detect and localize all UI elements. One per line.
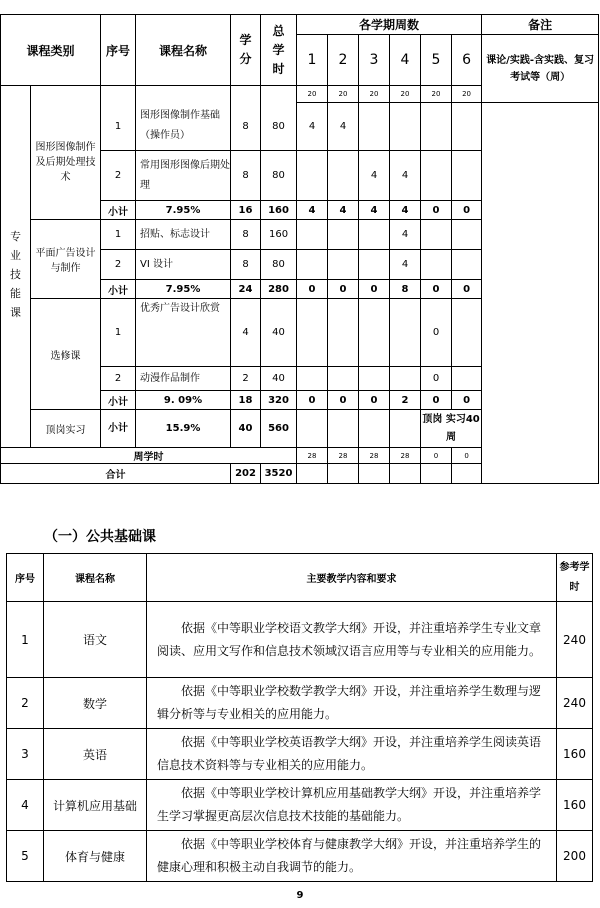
header-course-name: 课程名称	[44, 554, 147, 602]
course-content: 依据《中等职业学校语文教学大纲》开设，并注重培养学生专业文章阅读、应用文写作和信息技术领域汉语言应用等与专业相关的应用能力。	[147, 602, 557, 678]
semester-5: 5	[421, 35, 452, 86]
row-sem	[328, 299, 359, 367]
subtotal-sem: 4	[359, 201, 390, 220]
row-sem	[328, 220, 359, 250]
row-course-name: 动漫作品制作	[136, 367, 231, 391]
course-content: 依据《中等职业学校计算机应用基础教学大纲》开设，并注重培养学生学习掌握更高层次信息技术技能的基础能力。	[147, 780, 557, 831]
row-sem	[328, 250, 359, 280]
weekly-hours-label: 周学时	[1, 448, 297, 464]
course-hours: 240	[557, 678, 593, 729]
course-content: 依据《中等职业学校英语教学大纲》开设，并注重培养学生阅读英语信息技术资料等与专业相关的应用能力。	[147, 729, 557, 780]
header-credit: 学分	[231, 15, 261, 86]
weeks-1: 20	[297, 86, 328, 103]
subtotal-credit: 18	[231, 391, 261, 410]
course-hours: 200	[557, 831, 593, 882]
internship-hours: 560	[261, 410, 297, 448]
row-sem: 4	[297, 103, 328, 151]
internship-label: 小计	[101, 410, 136, 448]
group-name: 图形图像制作及后期处理技术	[31, 103, 101, 220]
weeks-2: 20	[328, 86, 359, 103]
row-sem	[297, 151, 328, 201]
row-sem	[421, 220, 452, 250]
row-hours: 80	[261, 103, 297, 151]
internship-name: 顶岗实习	[31, 410, 101, 448]
row-sem	[421, 250, 452, 280]
course-seq: 2	[7, 678, 44, 729]
internship-note: 顶岗 实习40周	[421, 410, 482, 448]
row-hours: 160	[261, 220, 297, 250]
subtotal-sem: 4	[297, 201, 328, 220]
header-ref-hours: 参考学时	[557, 554, 593, 602]
subtotal-sem: 0	[452, 280, 482, 299]
row-course-name: 图形图像制作基础（操作员）	[136, 103, 231, 151]
main-category: 专业技能课	[1, 103, 31, 448]
row-course-name: 常用图形图像后期处理	[136, 151, 231, 201]
remark-sub: 课论/实践-含实践、复习考试等（周）	[482, 35, 599, 103]
row-sem	[452, 103, 482, 151]
course-name: 英语	[44, 729, 147, 780]
row-sem	[452, 250, 482, 280]
subtotal-hours: 280	[261, 280, 297, 299]
semester-2: 2	[328, 35, 359, 86]
row-sem	[359, 299, 390, 367]
group-name: 选修课	[31, 299, 101, 410]
course-hours: 240	[557, 602, 593, 678]
row-sem	[390, 299, 421, 367]
course-name: 语文	[44, 602, 147, 678]
row-sem	[328, 367, 359, 391]
row-hours: 80	[261, 151, 297, 201]
subtotal-label: 小计	[101, 201, 136, 220]
course-seq: 1	[7, 602, 44, 678]
row-sem	[359, 367, 390, 391]
course-seq: 3	[7, 729, 44, 780]
row-credit: 4	[231, 299, 261, 367]
public-courses-table	[6, 553, 593, 882]
row-hours: 40	[261, 367, 297, 391]
weeks-4: 20	[390, 86, 421, 103]
course-hours: 160	[557, 780, 593, 831]
subtotal-pct: 7.95%	[136, 201, 231, 220]
header-semesters: 各学期周数	[297, 15, 482, 35]
row-sem: 4	[390, 220, 421, 250]
row-credit: 8	[231, 151, 261, 201]
row-sem	[452, 220, 482, 250]
semester-3: 3	[359, 35, 390, 86]
row-sem: 4	[390, 250, 421, 280]
subtotal-hours: 160	[261, 201, 297, 220]
weeks-6: 20	[452, 86, 482, 103]
header-seq: 序号	[101, 15, 136, 86]
remark-column	[482, 103, 599, 484]
row-sem	[359, 220, 390, 250]
row-seq: 2	[101, 367, 136, 391]
subtotal-sem: 0	[359, 391, 390, 410]
row-hours: 40	[261, 299, 297, 367]
course-seq: 4	[7, 780, 44, 831]
row-sem: 4	[328, 103, 359, 151]
row-credit: 8	[231, 220, 261, 250]
internship-credit: 40	[231, 410, 261, 448]
course-hours: 160	[557, 729, 593, 780]
header-category: 课程类别	[1, 15, 101, 86]
weekly-sem: 0	[452, 448, 482, 464]
subtotal-hours: 320	[261, 391, 297, 410]
weekly-sem: 0	[421, 448, 452, 464]
weekly-sem: 28	[390, 448, 421, 464]
subtotal-sem: 0	[328, 280, 359, 299]
header-seq: 序号	[7, 554, 44, 602]
total-hours: 3520	[261, 464, 297, 484]
row-course-name: 优秀广告设计欣赏	[136, 299, 231, 367]
subtotal-sem: 0	[328, 391, 359, 410]
row-sem	[297, 220, 328, 250]
row-sem: 0	[421, 367, 452, 391]
semester-6: 6	[452, 35, 482, 86]
row-course-name: 招贴、标志设计	[136, 220, 231, 250]
subtotal-sem: 0	[421, 280, 452, 299]
weekly-sem: 28	[297, 448, 328, 464]
row-sem	[297, 367, 328, 391]
course-name: 数学	[44, 678, 147, 729]
subtotal-credit: 24	[231, 280, 261, 299]
course-name: 计算机应用基础	[44, 780, 147, 831]
subtotal-pct: 9. 09%	[136, 391, 231, 410]
weekly-sem: 28	[328, 448, 359, 464]
row-sem	[421, 103, 452, 151]
subtotal-sem: 0	[421, 391, 452, 410]
subtotal-sem: 0	[297, 391, 328, 410]
subtotal-label: 小计	[101, 391, 136, 410]
row-credit: 8	[231, 103, 261, 151]
row-seq: 1	[101, 103, 136, 151]
row-seq: 2	[101, 151, 136, 201]
row-sem	[297, 299, 328, 367]
course-content: 依据《中等职业学校体育与健康教学大纲》开设，并注重培养学生的健康心理和积极主动自我调节的能力。	[147, 831, 557, 882]
subtotal-pct: 7.95%	[136, 280, 231, 299]
subtotal-credit: 16	[231, 201, 261, 220]
row-sem	[452, 367, 482, 391]
section-title: （一）公共基础课	[44, 529, 156, 545]
row-sem	[421, 151, 452, 201]
semester-1: 1	[297, 35, 328, 86]
subtotal-sem: 0	[297, 280, 328, 299]
row-hours: 80	[261, 250, 297, 280]
header-name: 课程名称	[136, 15, 231, 86]
row-sem	[359, 103, 390, 151]
row-sem	[297, 250, 328, 280]
subtotal-sem: 2	[390, 391, 421, 410]
group-name: 平面广告设计与制作	[31, 220, 101, 299]
row-sem	[359, 250, 390, 280]
subtotal-sem: 8	[390, 280, 421, 299]
row-seq: 2	[101, 250, 136, 280]
row-sem	[390, 367, 421, 391]
header-content: 主要教学内容和要求	[147, 554, 557, 602]
row-course-name: VI 设计	[136, 250, 231, 280]
total-credit: 202	[231, 464, 261, 484]
course-seq: 5	[7, 831, 44, 882]
row-sem: 0	[421, 299, 452, 367]
row-credit: 2	[231, 367, 261, 391]
weekly-sem: 28	[359, 448, 390, 464]
subtotal-sem: 0	[452, 201, 482, 220]
page-number: 9	[296, 890, 304, 901]
course-name: 体育与健康	[44, 831, 147, 882]
subtotal-sem: 4	[328, 201, 359, 220]
total-label: 合计	[1, 464, 231, 484]
weeks-5: 20	[421, 86, 452, 103]
subtotal-sem: 4	[390, 201, 421, 220]
row-credit: 8	[231, 250, 261, 280]
semester-4: 4	[390, 35, 421, 86]
row-sem	[452, 151, 482, 201]
internship-pct: 15.9%	[136, 410, 231, 448]
header-remark: 备注	[482, 15, 599, 35]
subtotal-sem: 0	[452, 391, 482, 410]
curriculum-plan-table	[0, 14, 599, 484]
row-sem	[390, 103, 421, 151]
row-sem	[328, 151, 359, 201]
row-sem	[452, 299, 482, 367]
course-content: 依据《中等职业学校数学教学大纲》开设，并注重培养学生数理与逻辑分析等与专业相关的应用能力。	[147, 678, 557, 729]
subtotal-label: 小计	[101, 280, 136, 299]
subtotal-sem: 0	[359, 280, 390, 299]
subtotal-sem: 0	[421, 201, 452, 220]
row-sem: 4	[359, 151, 390, 201]
row-sem: 4	[390, 151, 421, 201]
row-seq: 1	[101, 299, 136, 367]
weeks-3: 20	[359, 86, 390, 103]
row-seq: 1	[101, 220, 136, 250]
header-total-hours: 总学时	[261, 15, 297, 86]
